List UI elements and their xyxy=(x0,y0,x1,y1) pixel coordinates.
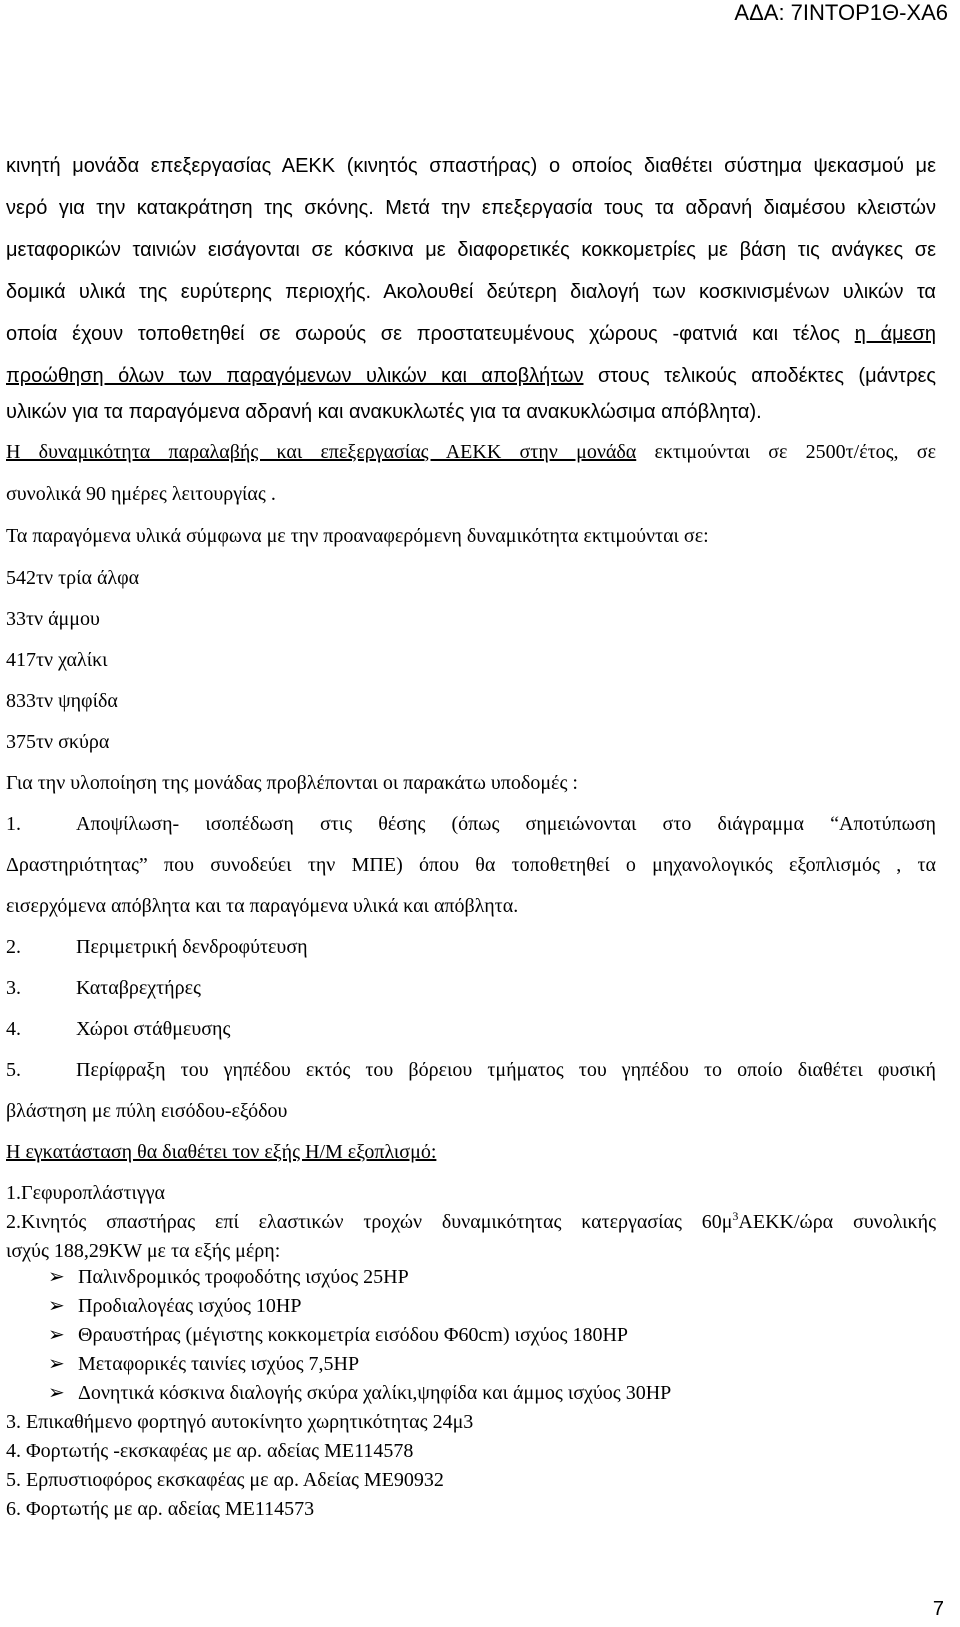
underlined-immediate-text: η άμεση xyxy=(854,323,936,345)
infrastructure-item-4 xyxy=(6,1017,230,1041)
equipment-item-6: 6. Φορτωτής με αρ. αδείας ΜΕ114573 xyxy=(6,1498,315,1520)
infrastructure-intro: Για την υλοποίηση της μονάδας προβλέπονται οι παρακάτω υποδομές : xyxy=(6,772,578,794)
paragraph-1-line-6 xyxy=(6,364,936,388)
infrastructure-item-5-line-1 xyxy=(6,1058,936,1082)
infrastructure-item-3 xyxy=(6,976,201,1000)
equipment-item-2-text: 2.Κινητός σπαστήρας επί ελαστικών τροχών δυναμικότητας κατεργασίας 60μ xyxy=(6,1211,733,1233)
item-number: 2. xyxy=(6,936,21,958)
paragraph-2-line-2: συνολικά 90 ημέρες λειτουργίας . xyxy=(6,483,276,505)
equipment-item-4: 4. Φορτωτής -εκσκαφέας με αρ. αδείας ΜΕ114578 xyxy=(6,1440,414,1462)
infrastructure-item-1-line-1 xyxy=(6,812,936,836)
crusher-part-item xyxy=(48,1352,359,1376)
paragraph-1-line-5 xyxy=(6,322,936,346)
crusher-part-text: Προδιαλογέας ισχύος 10HP xyxy=(78,1295,302,1317)
arrow-bullet-icon: ➢ xyxy=(48,1324,65,1346)
page-number: 7 xyxy=(932,1598,944,1620)
item-number: 1. xyxy=(6,813,21,835)
crusher-part-item xyxy=(48,1294,301,1318)
item-number: 4. xyxy=(6,1018,21,1040)
arrow-bullet-icon: ➢ xyxy=(48,1266,65,1288)
materials-intro: Τα παραγόμενα υλικά σύμφωνα με την προαναφερόμενη δυναμικότητα εκτιμούνται σε: xyxy=(6,525,709,547)
infrastructure-item-1-line-2: Δραστηριότητας” που συνοδεύει την ΜΠΕ) όπου θα τοποθετηθεί ο μηχανολογικός εξοπλισμός , τα xyxy=(6,854,936,876)
item-text: Περιμετρική δενδροφύτευση xyxy=(76,936,308,958)
equipment-item-3: 3. Επικαθήμενο φορτηγό αυτοκίνητο χωρητικότητας 24μ3 xyxy=(6,1411,474,1433)
material-item: 417τν χαλίκι xyxy=(6,649,108,671)
material-item: 542τν τρία άλφα xyxy=(6,567,140,589)
infrastructure-item-5-line-2: βλάστηση με πύλη εισόδου-εξόδου xyxy=(6,1100,288,1122)
infrastructure-item-2 xyxy=(6,935,308,959)
equipment-item-2-line-1 xyxy=(6,1210,936,1234)
superscript-cubic: 3 xyxy=(732,1209,739,1223)
item-text: Καταβρεχτήρες xyxy=(76,977,201,999)
crusher-part-text: Μεταφορικές ταινίες ισχύος 7,5HP xyxy=(78,1353,360,1375)
paragraph-1-line-1: κινητή μονάδα επεξεργασίας ΑΕΚΚ (κινητός σπαστήρας) ο οποίος διαθέτει σύστημα ψεκασμού με xyxy=(6,155,936,177)
crusher-part-item xyxy=(48,1265,409,1289)
paragraph-1-line-3: μεταφορικών ταινιών εισάγονται σε κόσκινα με διαφορετικές κοκκομετρίες με βάση τις ανάγκες σε xyxy=(6,239,936,261)
paragraph-1-line-2: νερό για την κατακράτηση της σκόνης. Μετά την επεξεργασία τους τα αδρανή διαμέσου κλειστών xyxy=(6,197,936,219)
item-text: Αποψίλωση- ισοπέδωση στις θέσης (όπως σημειώνονται στο διάγραμμα “Αποτύπωση xyxy=(76,813,936,835)
material-item: 375τν σκύρα xyxy=(6,731,110,753)
crusher-part-text: Θραυστήρας (μέγιστης κοκκομετρία εισόδου Φ60cm) ισχύος 180HP xyxy=(78,1324,629,1346)
equipment-item-5: 5. Ερπυστιοφόρος εκσκαφέας με αρ. Αδείας ΜΕ90932 xyxy=(6,1469,444,1491)
paragraph-1-line-5-text: οποία έχουν τοποθετηθεί σε σωρούς σε προστατευμένους χώρους -φατνιά και τέλος xyxy=(6,323,855,345)
crusher-part-item xyxy=(48,1323,628,1347)
material-item: 33τν άμμου xyxy=(6,608,100,630)
crusher-part-text: Παλινδρομικός τροφοδότης ισχύος 25HP xyxy=(78,1266,409,1288)
equipment-item-2-line-2: ισχύς 188,29KW με τα εξής μέρη: xyxy=(6,1240,281,1262)
arrow-bullet-icon: ➢ xyxy=(48,1353,65,1375)
paragraph-1-line-6-text: στους τελικούς αποδέκτες (μάντρες xyxy=(583,365,937,387)
paragraph-1-line-4: δομικά υλικά της ευρύτερης περιοχής. Ακολουθεί δεύτερη διαλογή των κοσκινισμένων υλικών τα xyxy=(6,281,936,303)
paragraph-2-line-1 xyxy=(6,440,936,464)
underlined-capacity-text: Η δυναμικότητα παραλαβής και επεξεργασίας ΑΕΚΚ στην μονάδα xyxy=(6,441,637,463)
item-number: 3. xyxy=(6,977,21,999)
underlined-forwarding-text: προώθηση όλων των παραγόμενων υλικών και αποβλήτων xyxy=(6,365,584,387)
crusher-part-item xyxy=(48,1381,671,1405)
equipment-item-1: 1.Γεφυροπλάστιγγα xyxy=(6,1182,166,1204)
material-item: 833τν ψηφίδα xyxy=(6,690,118,712)
infrastructure-item-1-line-3: εισερχόμενα απόβλητα και τα παραγόμενα υλικά και απόβλητα. xyxy=(6,895,519,917)
paragraph-1-line-7: υλικών για τα παραγόμενα αδρανή και ανακυκλωτές για τα ανακυκλώσιμα απόβλητα). xyxy=(6,401,762,423)
item-text: Χώροι στάθμευσης xyxy=(76,1018,231,1040)
item-number: 5. xyxy=(6,1059,21,1081)
item-text: Περίφραξη του γηπέδου εκτός του βόρειου τμήματος του γηπέδου το οποίο διαθέτει φυσική xyxy=(76,1059,936,1081)
crusher-part-text: Δονητικά κόσκινα διαλογής σκύρα χαλίκι,ψηφίδα και άμμος ισχύος 30HP xyxy=(78,1382,672,1404)
equipment-item-2-text-end: ΑΕΚΚ/ώρα συνολικής xyxy=(738,1211,936,1233)
paragraph-2-line-1-text: εκτιμούνται σε 2500τ/έτος, σε xyxy=(636,441,936,463)
ada-identifier: ΑΔΑ: 7ΙΝΤΟΡ1Θ-ΧΑ6 xyxy=(734,0,948,25)
arrow-bullet-icon: ➢ xyxy=(48,1382,65,1404)
arrow-bullet-icon: ➢ xyxy=(48,1295,65,1317)
equipment-heading: Η εγκατάσταση θα διαθέτει τον εξής Η/Μ εξοπλισμό: xyxy=(6,1141,437,1163)
